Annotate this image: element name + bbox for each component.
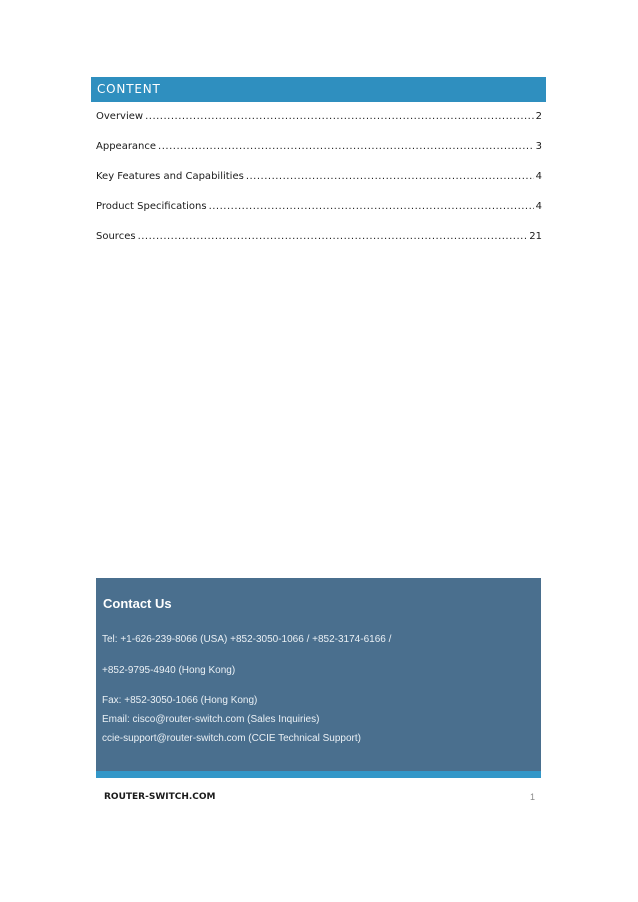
toc-entry-key-features[interactable]: [96, 171, 542, 201]
toc-entry-page: 21: [529, 231, 542, 242]
table-of-contents: [96, 111, 542, 261]
toc-entry-page: 4: [535, 201, 542, 212]
toc-leader-dots: [138, 231, 528, 242]
toc-entry-page: 4: [535, 171, 542, 182]
toc-leader-dots: [158, 141, 534, 152]
toc-entry-page: 2: [535, 111, 542, 122]
footer-page-number: 1: [530, 792, 536, 802]
contact-accent-bar: [96, 771, 541, 778]
toc-entry-title: Sources: [96, 231, 136, 242]
toc-entry-title: Product Specifications: [96, 201, 207, 212]
contact-tel-line-hk: +852-9795-4940 (Hong Kong): [102, 665, 236, 676]
toc-entry-sources[interactable]: [96, 231, 542, 261]
contact-fax: Fax: +852-3050-1066 (Hong Kong): [102, 695, 258, 706]
toc-entry-title: Appearance: [96, 141, 157, 152]
contact-support-email-link[interactable]: ccie-support@router-switch.com (CCIE Technical Support): [102, 733, 361, 744]
toc-entry-title: Overview: [96, 111, 144, 122]
contact-email-link[interactable]: Email: cisco@router-switch.com (Sales Inquiries): [102, 714, 320, 725]
toc-leader-dots: [209, 201, 534, 212]
toc-heading: CONTENT: [91, 77, 546, 102]
toc-entry-title: Key Features and Capabilities: [96, 171, 244, 182]
toc-entry-overview[interactable]: [96, 111, 542, 141]
toc-entry-product-specifications[interactable]: [96, 201, 542, 231]
toc-leader-dots: [145, 111, 534, 122]
contact-us-panel: [96, 578, 541, 778]
toc-leader-dots: [246, 171, 534, 182]
toc-entry-appearance[interactable]: [96, 141, 542, 171]
contact-tel-line: Tel: +1-626-239-8066 (USA) +852-3050-1066 / +852-3174-6166 /: [102, 634, 392, 645]
toc-entry-page: 3: [535, 141, 542, 152]
footer-site-name: ROUTER-SWITCH.COM: [104, 792, 216, 802]
contact-title: Contact Us: [103, 596, 172, 611]
